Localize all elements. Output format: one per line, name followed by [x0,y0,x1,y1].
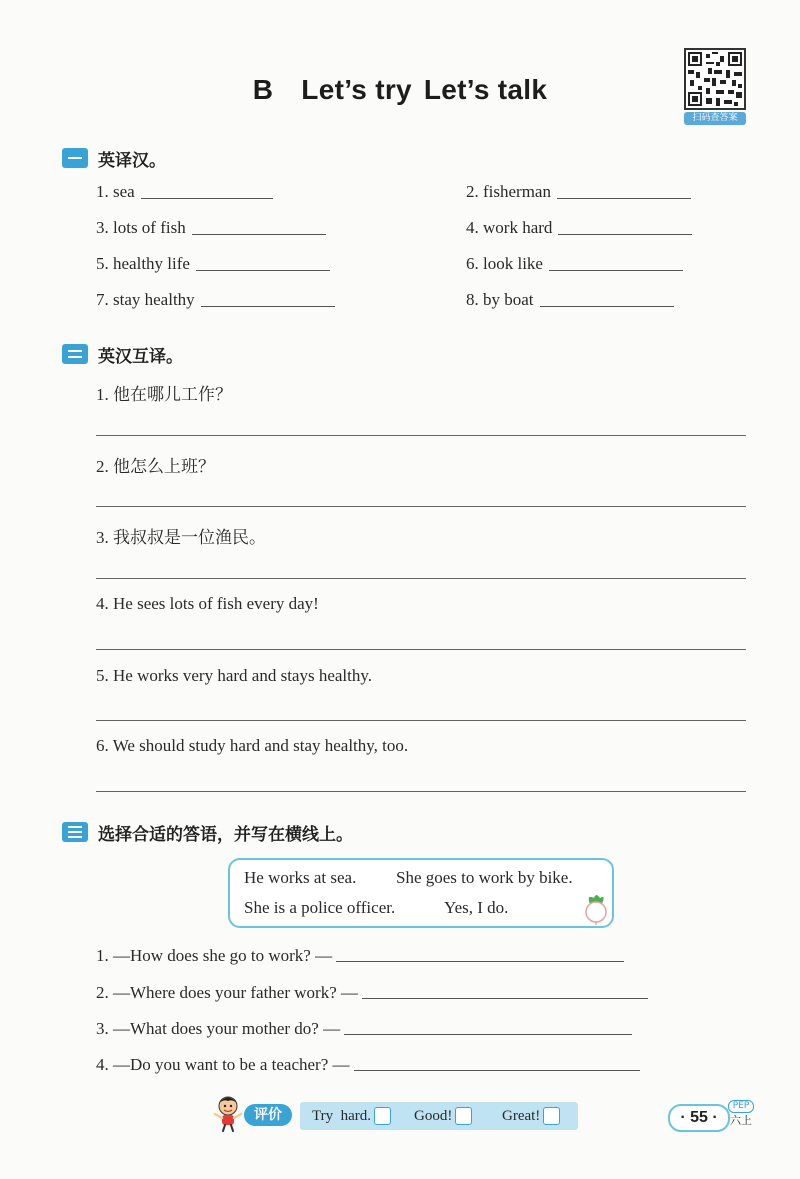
s2-item-6: 6. We should study hard and stay healthy, too. [96,736,409,755]
s1-item-8: 8. by boat [466,290,674,310]
s1-item-7: 7. stay healthy [96,290,335,310]
radish-icon [580,892,614,926]
s2-answer-line-3[interactable] [96,578,746,579]
s1-item-3: 3. lots of fish [96,218,326,238]
eval-checkbox-try-hard[interactable] [374,1107,391,1125]
s1-item-1: 1. sea [96,182,273,202]
section-1-title: 英译汉。 [98,150,166,171]
s3-item-1: 1. —How does she go to work? — [96,946,624,966]
answer-option-3: She is a police officer. [244,898,396,917]
s2-item-4: 4. He sees lots of fish every day! [96,594,319,613]
section-2-header [62,341,183,367]
s2-item-2: 2. 他怎么上班？ [96,457,215,476]
qr-code-block[interactable] [684,48,746,124]
eval-option-great: Great! [502,1107,560,1125]
s1-item-4: 4. work hard [466,218,692,238]
eval-checkbox-good[interactable] [455,1107,472,1125]
s1-answer-line-1[interactable] [141,197,273,199]
answer-option-4: Yes, I do. [444,898,509,917]
s2-answer-line-6[interactable] [96,791,746,792]
qr-caption: 扫码查答案 [684,112,746,125]
answer-options-box [228,858,614,928]
s2-answer-line-2[interactable] [96,506,746,507]
answer-option-2: She goes to work by bike. [396,868,573,887]
s1-answer-line-6[interactable] [549,269,683,271]
s3-answer-line-2[interactable] [362,997,648,999]
s1-answer-line-4[interactable] [558,233,692,235]
page-number: · 55 · [668,1104,730,1132]
section-3-title: 选择合适的答语，并写在横线上。 [98,824,353,845]
s2-answer-line-5[interactable] [96,720,746,721]
evaluation-label: 评价 [244,1104,292,1126]
edition-badge [728,1100,754,1128]
s1-answer-line-2[interactable] [557,197,691,199]
s1-answer-line-3[interactable] [192,233,326,235]
s1-item-2: 2. fisherman [466,182,691,202]
s3-item-3: 3. —What does your mother do? — [96,1019,632,1039]
qr-code-icon [684,48,746,110]
s1-item-6: 6. look like [466,254,683,274]
s2-item-1: 1. 他在哪儿工作？ [96,385,232,404]
title-part2: Let’s talk [423,74,548,105]
s3-item-4: 4. —Do you want to be a teacher? — [96,1055,640,1075]
eval-option-good: Good! [414,1107,472,1125]
s2-answer-line-4[interactable] [96,649,746,650]
eval-option-try-hard: Try hard. [312,1107,391,1125]
s2-item-5: 5. He works very hard and stays healthy. [96,666,373,685]
s3-answer-line-4[interactable] [354,1069,640,1071]
s2-answer-line-1[interactable] [96,435,746,436]
title-part1: Let’s try [301,74,412,105]
section-3-header [62,819,353,845]
answer-option-1: He works at sea. [244,868,357,887]
s2-item-3: 3. 我叔叔是一位渔民。 [96,528,266,547]
section-3-badge [62,822,88,842]
s1-answer-line-8[interactable] [540,305,674,307]
edition-top: PEP [728,1100,754,1113]
s3-answer-line-1[interactable] [336,960,624,962]
section-2-title: 英汉互译。 [98,346,183,367]
page-title [0,74,800,106]
s3-item-2: 2. —Where does your father work? — [96,983,648,1003]
s1-answer-line-7[interactable] [201,305,335,307]
title-letter: B [252,74,274,105]
mascot-icon [212,1094,244,1132]
section-1-header [62,145,166,171]
evaluation-bar [300,1102,578,1130]
s1-answer-line-5[interactable] [196,269,330,271]
s3-answer-line-3[interactable] [344,1033,632,1035]
section-1-badge [62,148,88,168]
eval-checkbox-great[interactable] [543,1107,560,1125]
s1-item-5: 5. healthy life [96,254,330,274]
section-2-badge [62,344,88,364]
edition-bottom: 六上 [730,1114,752,1127]
